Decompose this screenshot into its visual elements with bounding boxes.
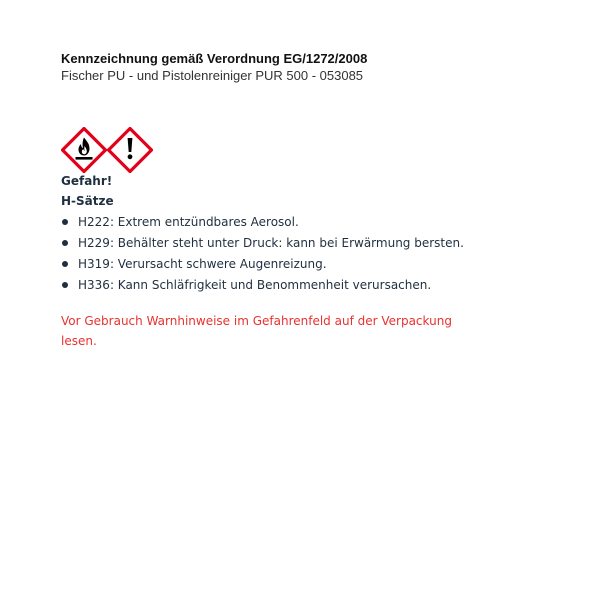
h-statements-heading: H-Sätze: [61, 194, 114, 208]
list-item: [61, 235, 464, 256]
signal-word: Gefahr!: [61, 174, 113, 188]
bullet-icon: [62, 219, 68, 225]
h-code: H222: [78, 215, 110, 229]
h-code: H319: [78, 257, 110, 271]
page-title: Kennzeichnung gemäß Verordnung EG/1272/2008: [61, 51, 368, 66]
bullet-icon: [62, 282, 68, 288]
h-code: H229: [78, 236, 110, 250]
product-name: Fischer PU - und Pistolenreiniger PUR 500 - 053085: [61, 68, 364, 83]
list-item: [61, 277, 464, 298]
h-statements-list: [61, 214, 464, 298]
bullet-icon: [62, 240, 68, 246]
ghs07-exclamation-icon: [107, 127, 153, 173]
warning-note: Vor Gebrauch Warnhinweise im Gefahrenfeld auf der Verpackung lesen.: [61, 314, 452, 348]
list-item: [61, 256, 464, 277]
h-text: : Behälter steht unter Druck: kann bei Erwärmung bersten.: [109, 236, 464, 250]
ghs-pictograms: [61, 127, 153, 173]
bullet-icon: [62, 261, 68, 267]
list-item: [61, 214, 464, 235]
ghs02-flame-icon: [61, 127, 107, 173]
h-code: H336: [78, 278, 110, 292]
h-text: : Verursacht schwere Augenreizung.: [109, 257, 327, 271]
h-text: : Extrem entzündbares Aerosol.: [109, 215, 299, 229]
h-text: : Kann Schläfrigkeit und Benommenheit verursachen.: [109, 278, 432, 292]
